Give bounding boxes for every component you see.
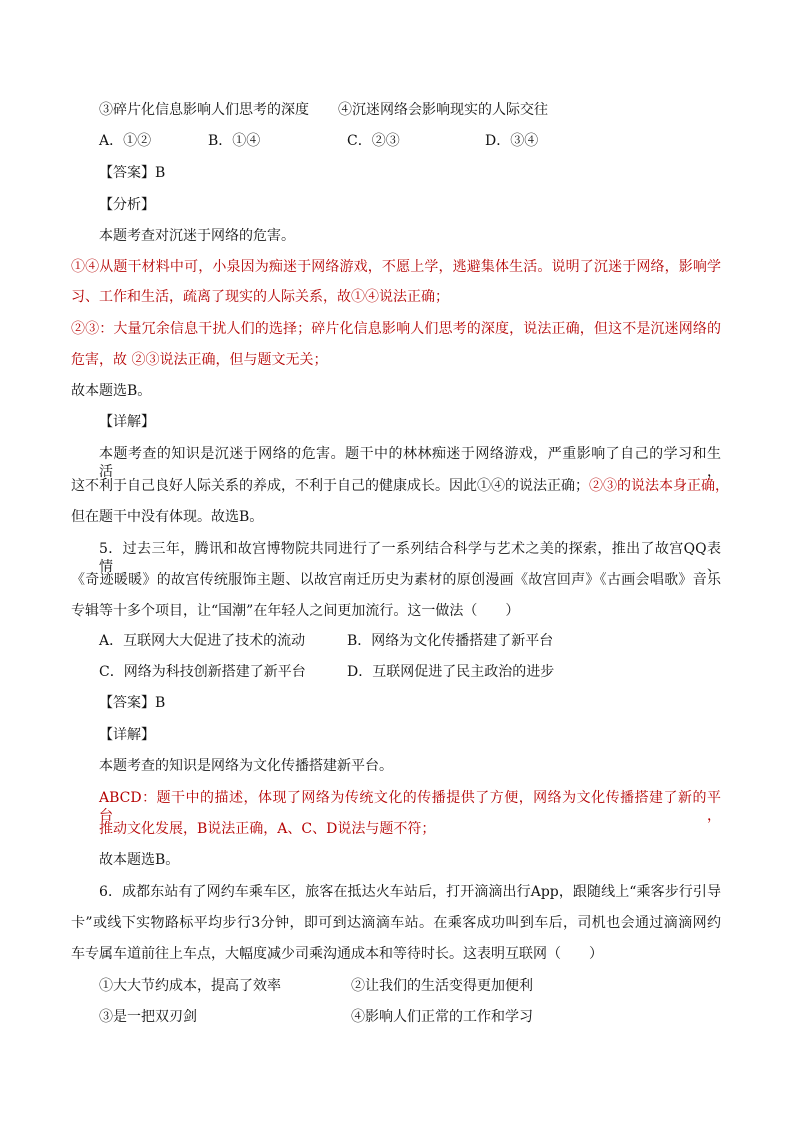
q6-stem-2: 卡”或线下实物路标平均步行3分钟，即可到达滴滴车站。在乘客成功叫到车后，司机也会通过滴滴网约 — [71, 915, 721, 931]
q6-choice-4: ④影响人们正常的工作和学习 — [351, 1009, 533, 1025]
analysis-conclusion: 故本题选B。 — [71, 383, 152, 399]
detail-line-2-text: 这不利于自己良好人际关系的养成，不利于自己的健康成长。因此①④的说法正确； — [71, 478, 589, 494]
q5-stem-1: 5．过去三年，腾讯和故宫博物院共同进行了一系列结合科学与艺术之美的探索，推出了故宫QQ表情、 — [99, 541, 721, 575]
detail-line-1: 本题考查的知识是沉迷于网络的危害。题干中的林林痴迷于网络游戏，严重影响了自己的学习和生活， — [99, 446, 721, 480]
q5-conclusion: 故本题选B。 — [99, 852, 180, 868]
q6-choice-2: ②让我们的生活变得更加便利 — [351, 978, 533, 994]
option-d: D．③④ — [485, 133, 539, 149]
choice-4: ④沉迷网络会影响现实的人际交往 — [338, 102, 548, 118]
option-a: A．①② — [99, 133, 152, 149]
detail-line-3: 但在题干中没有体现。故选B。 — [71, 509, 264, 525]
q6-choice-1: ①大大节约成本，提高了效率 — [99, 978, 281, 994]
q5-stem-2: 《奇迹暖暖》的故宫传统服饰主题、以故宫南迁历史为素材的原创漫画《故宫回声》《古画会唱歌》音乐 — [71, 572, 721, 588]
q5-detail-intro: 本题考查的知识是网络为文化传播搭建新平台。 — [99, 758, 393, 774]
analysis-point-2-cont: 危害，故 ②③说法正确，但与题文无关； — [71, 352, 328, 368]
q5-answer: 【答案】B — [99, 695, 166, 711]
q6-stem-3: 车专属车道前往上车点，大幅度减少司乘沟通成本和等待时长。这表明互联网（ ） — [71, 946, 603, 962]
q5-option-b: B．网络为文化传播搭建了新平台 — [347, 633, 554, 649]
analysis-label: 【分析】 — [99, 197, 155, 213]
choice-3: ③碎片化信息影响人们思考的深度 — [99, 102, 309, 118]
q5-option-d: D．互联网促进了民主政治的进步 — [347, 664, 555, 680]
q5-detail-label: 【详解】 — [99, 727, 155, 743]
answer-label: 【答案】B — [99, 165, 166, 181]
q5-option-c: C．网络为科技创新搭建了新平台 — [99, 664, 306, 680]
detail-line-2-red: ②③的说法本身正确， — [589, 478, 729, 494]
q5-detail-red-2: 推动文化发展，B说法正确，A、C、D说法与题不符； — [99, 821, 436, 837]
option-c: C．②③ — [347, 133, 400, 149]
q5-detail-red-1: ABCD：题干中的描述，体现了网络为传统文化的传播提供了方便，网络为文化传播搭建了新的平台， — [99, 790, 721, 824]
detail-label: 【详解】 — [99, 414, 155, 430]
analysis-intro: 本题考查对沉迷于网络的危害。 — [99, 228, 295, 244]
q5-option-a: A．互联网大大促进了技术的流动 — [99, 633, 306, 649]
detail-line-2 — [71, 477, 729, 495]
option-b: B．①④ — [208, 133, 261, 149]
analysis-point-1-cont: 习、工作和生活，疏离了现实的人际关系，故①④说法正确； — [71, 289, 449, 305]
analysis-point-2: ②③：大量冗余信息干扰人们的选择；碎片化信息影响人们思考的深度，说法正确，但这不是沉迷网络的 — [71, 321, 721, 337]
q6-choice-3: ③是一把双刃剑 — [99, 1009, 197, 1025]
q5-stem-3: 专辑等十多个项目，让“国潮”在年轻人之间更加流行。这一做法（ ） — [71, 603, 520, 619]
q6-stem-1: 6．成都东站有了网约车乘车区，旅客在抵达火车站后，打开滴滴出行App，跟随线上“乘客步行引导 — [99, 884, 721, 900]
analysis-point-1: ①④从题干材料中可，小泉因为痴迷于网络游戏，不愿上学，逃避集体生活。说明了沉迷于网络，影响学 — [71, 259, 721, 275]
